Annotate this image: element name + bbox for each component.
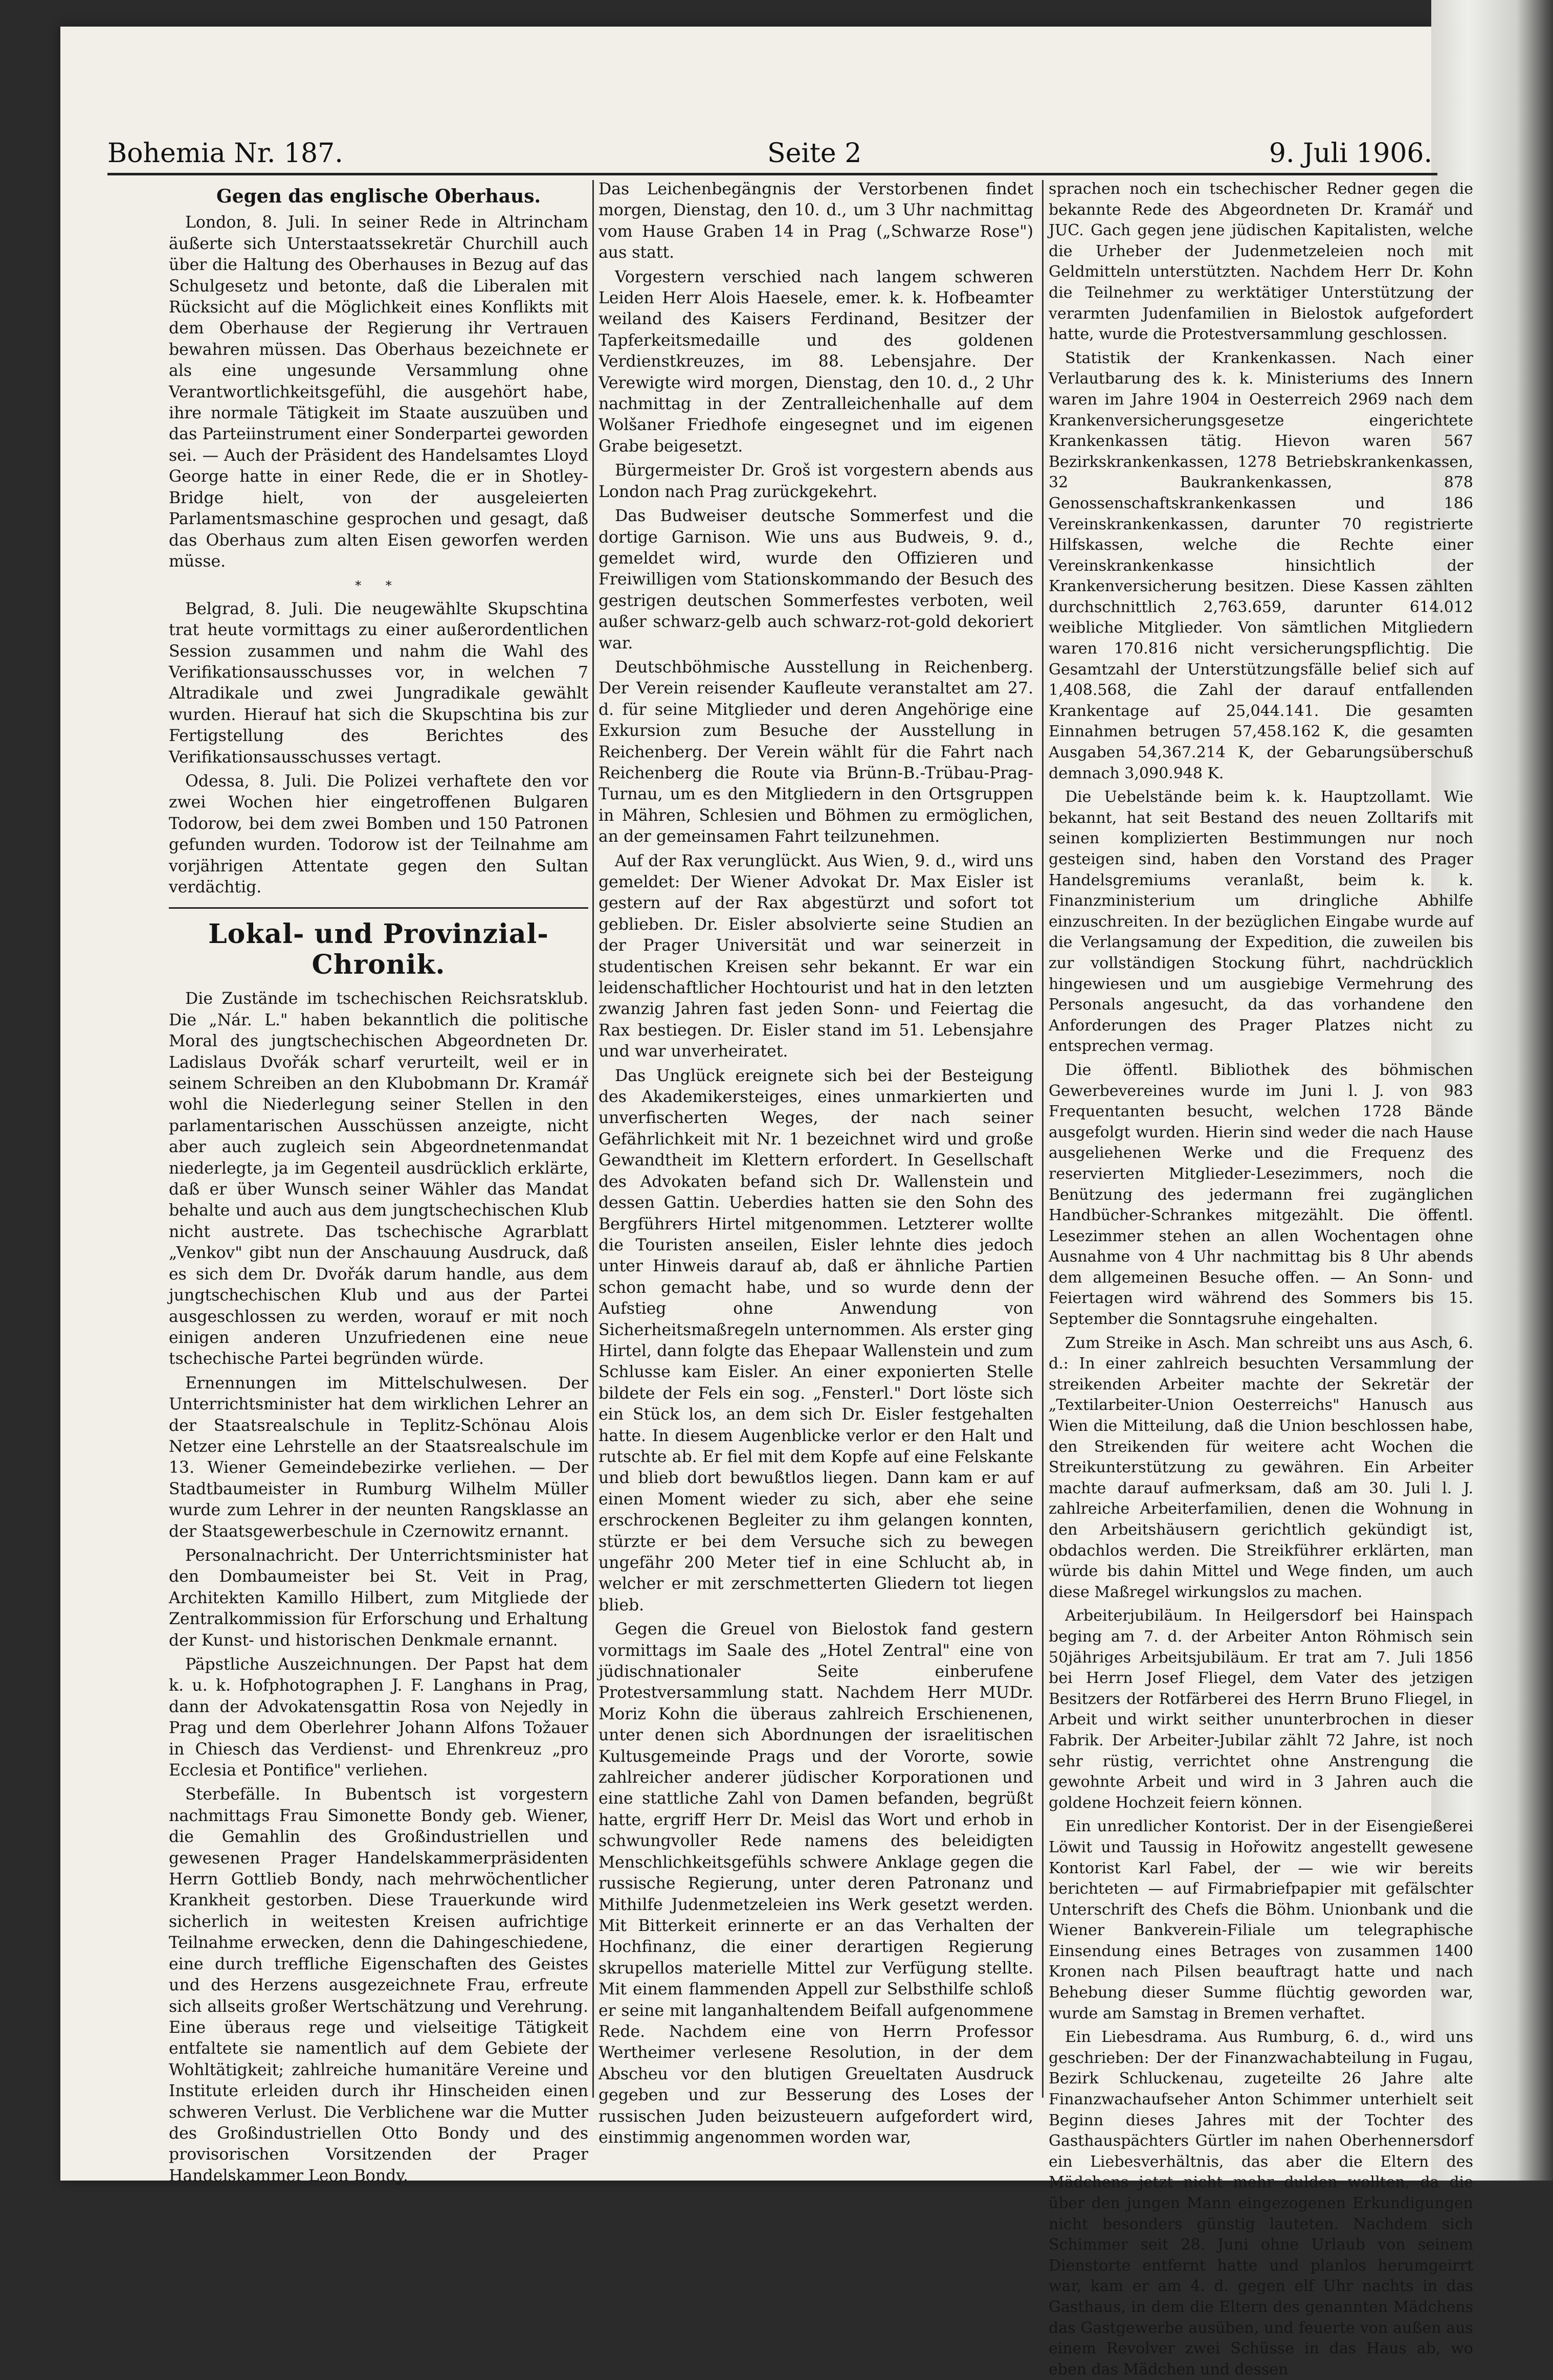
article-paragraph: Zum Streike in Asch. Man schreibt uns aus Asch, 6. d.: In einer zahlreich besuchten Versammlung der streikenden Arbeiter machte der Sekretär der „Textilarbeiter-Union Oesterreichs" Hanusch aus Wien die Mitteilung, daß die Union beschlossen habe, den Streikenden für weitere acht Wochen die Streikunterstützung zu gewähren. Ein Arbeiter machte darauf aufmerksam, daß am 30. Juli l. J. zahlreiche Arbeiterfamilien, denen die Wohnung in den Arbeitshäusern gerichtlich gekündigt ist, obdachlos werden. Die Streikführer erklärten, man würde bis dahin Mittel und Wege finden, um auch diese Maßregel wirkungslos zu machen. xyxy=(1049,1334,1473,1601)
article-paragraph: Odessa, 8. Juli. Die Polizei verhaftete den vor zwei Wochen hier eingetroffenen Bulgaren Todorow, bei dem zwei Bomben und 150 Patronen gefunden wurden. Todorow ist der Teilnahme am vorjährigen Attentate gegen den Sultan verdächtig. xyxy=(169,772,588,896)
article-paragraph: Gegen die Greuel von Bielostok fand gestern vormittags im Saale des „Hotel Zentral" eine von jüdischnationaler Seite einberufene Protestversammlung statt. Nachdem Herr MUDr. Moriz Kohn die überaus zahlreich Erschienenen, unter denen sich Abordnungen der israelitischen Kultusgemeinde Prags und der Vororte, sowie zahlreicher anderer jüdischer Korporationen und eine stattliche Zahl von Damen befanden, begrüßt hatte, ergriff Herr Dr. Meisl das Wort und erhob in schwungvoller Rede namens des beleidigten Menschlichkeitsgefühls schwere Anklage gegen die russische Regierung, unter deren Patronanz und Mithilfe Judenmetzeleien ins Werk gesetzt werden. Mit Bitterkeit erinnerte er an das Verhalten der Hochfinanz, die einer derartigen Regierung skrupellos materielle Mittel zur Verfügung stellte. Mit einem flammenden Appell zur Selbsthilfe schloß er seine mit langanhaltendem Beifall aufgenommene Rede. Nachdem eine von Herrn Professor Wertheimer verlesene Resolution, in der dem Abscheu vor den blutigen Greueltaten Ausdruck gegeben und zur Besserung des Loses der russischen Juden beizusteuern aufgefordert wird, einstimmig angenommen worden war, xyxy=(598,1620,1033,2147)
article-paragraph: sprachen noch ein tschechischer Redner gegen die bekannte Rede des Abgeordneten Dr. Kramář und JUC. Gach gegen jene jüdischen Kapitalisten, welche die Urheber der Judenmetzeleien noch mit Geldmitteln unterstützten. Nachdem Herr Dr. Kohn die Teilnehmer zu werktätiger Unterstützung der verarmten Judenfamilien in Bielostok aufgefordert hatte, wurde die Protestversammlung geschlossen. xyxy=(1049,180,1473,344)
section-heading: Lokal- und Provinzial-Chronik. xyxy=(208,918,549,981)
article-paragraph: Sterbefälle. In Bubentsch ist vorgestern nachmittags Frau Simonette Bondy geb. Wiener, die Gemahlin des Großindustriellen und gewesenen Prager Handelskammerpräsidenten Herrn Gottlieb Bondy, nach mehrwöchentlicher Krankheit gestorben. Diese Trauerkunde wird sicherlich in weitesten Kreisen aufrichtige Teilnahme erwecken, denn die Dahingeschiedene, eine durch treffliche Eigenschaften des Geistes und des Herzens ausgezeichnete Frau, erfreute sich allseits großer Wertschätzung und Verehrung. Eine überaus rege und vielseitige Tätigkeit entfaltete sie namentlich auf dem Gebiete der Wohltätigkeit; zahlreiche humanitäre Vereine und Institute erleiden durch ihr Hinscheiden einen schweren Verlust. Die Verblichene war die Mutter des Großindustriellen Otto Bondy und des provisorischen Vorsitzenden der Prager Handelskammer Leon Bondy. xyxy=(169,1785,588,2185)
article-paragraph: Ein Liebesdrama. Aus Rumburg, 6. d., wird uns geschrieben: Der der Finanzwachabteilung in Fugau, Bezirk Schluckenau, zugeteilte 26 Jahre alte Finanzwachaufseher Anton Schimmer unterhielt seit Beginn dieses Jahres mit der Tochter des Gasthauspächters Gürtler im nahen Oberhennersdorf ein Liebesverhältnis, das aber die Eltern des Mädchens jetzt nicht mehr dulden wollten, da die über den jungen Mann eingezogenen Erkundigungen nicht besonders günstig lauteten. Nachdem sich Schimmer seit 28. Juni ohne Urlaub von seinem Dienstorte entfernt hatte und planlos herumgeirrt war, kam er am 4. d. gegen elf Uhr nachts in das Gasthaus, in dem die Eltern des genannten Mädchens das Gastgewerbe ausüben, und feuerte von außen aus einem Revolver zwei Schüsse in das Haus ab, wo eben das Mädchen und dessen xyxy=(1049,2028,1473,2378)
article-paragraph: Das Leichenbegängnis der Verstorbenen findet morgen, Dienstag, den 10. d., um 3 Uhr nachmittag vom Hause Graben 14 in Prag („Schwarze Rose") aus statt. xyxy=(598,180,1033,262)
article-paragraph: Statistik der Krankenkassen. Nach einer Verlautbarung des k. k. Ministeriums des Innern waren im Jahre 1904 in Oesterreich 2969 nach dem Krankenversicherungsgesetze eingerichtete Krankenkassen tätig. Hievon waren 567 Bezirkskrankenkassen, 1278 Betriebskrankenkassen, 32 Baukrankenkassen, 878 Genossenschaftskrankenkassen und 186 Vereinskrankenkassen, darunter 70 registrierte Hilfskassen, welche die Rechte einer Vereinskrankenkasse hinsichtlich der Krankenversicherung besitzen. Diese Kassen zählten durchschnittlich 2,763.659, darunter 614.012 weibliche Mitglieder. Von sämtlichen Mitgliedern waren 170.816 nicht versicherungspflichtig. Die Gesamtzahl der Unterstützungsfälle belief sich auf 1,408.568, die Zahl der darauf entfallenden Krankentage auf 25,044.141. Die gesamten Einnahmen betrugen 57,458.162 K, die gesamten Ausgaben 54,367.214 K, der Gebarungsüberschuß demnach 3,090.948 K. xyxy=(1049,349,1473,782)
article-paragraph: Ein unredlicher Kontorist. Der in der Eisengießerei Löwit und Taussig in Hořowitz angestellt gewesene Kontorist Karl Fabel, der — wie wir bereits berichteten — auf Firmabriefpapier mit gefälschter Unterschrift des Chefs die Böhm. Unionbank und die Wiener Bankverein-Filiale um telegraphische Einsendung eines Betrages von zusammen 1400 Kronen nach Pilsen beauftragt hatte und nach Behebung dieser Summe flüchtig geworden war, wurde am Samstag in Bremen verhaftet. xyxy=(1049,1817,1473,2023)
column-1 xyxy=(169,179,588,2185)
article-paragraph: Päpstliche Auszeichnungen. Der Papst hat dem k. u. k. Hofphotographen J. F. Langhans in Prag, dann der Advokatensgattin Rosa von Nejedly in Prag und dem Oberlehrer Johann Alfons Tožauer in Chiesch das Verdienst- und Ehrenkreuz „pro Ecclesia et Pontifice" verliehen. xyxy=(169,1655,588,1780)
article-paragraph: Das Budweiser deutsche Sommerfest und die dortige Garnison. Wie uns aus Budweis, 9. d., gemeldet wird, wurde den Offizieren und Freiwilligen vom Stationskommando der Besuch des gestrigen deutschen Sommerfestes verboten, weil außer schwarz-gelb auch schwarz-rot-gold dekoriert war. xyxy=(598,507,1033,653)
article-paragraph: Die Uebelstände beim k. k. Hauptzollamt. Wie bekannt, hat seit Bestand des neuen Zolltarifs mit seinen komplizierten Bestimmungen nur noch gesteigen sind, haben den Vorstand des Prager Handelsgremiums veranlaßt, beim k. k. Finanzministerium um dringliche Abhilfe einzuschreiten. In der bezüglichen Eingabe wurde auf die Verlangsamung der Expedition, die zuweilen bis zur vollständigen Stockung führt, nachdrücklich hingewiesen und um ausgiebige Vermehrung des Personals angesucht, da das vorhandene den Anforderungen des Prager Platzes nicht zu entsprechen vermag. xyxy=(1049,788,1473,1056)
column-3 xyxy=(1049,179,1473,2378)
article-paragraph: Personalnachricht. Der Unterrichtsminister hat den Dombaumeister bei St. Veit in Prag, Architekten Kamillo Hilbert, zum Mitgliede der Zentralkommission für Erforschung und Erhaltung der Kunst- und historischen Denkmale ernannt. xyxy=(169,1546,588,1650)
article-paragraph: Die öffentl. Bibliothek des böhmischen Gewerbevereines wurde im Juni l. J. von 983 Frequentanten besucht, welchen 1728 Bände ausgefolgt wurden. Hierin sind weder die nach Hause ausgeliehenen Werke und die Frequenz des reservierten Mitglieder-Lesezimmers, noch die Benützung des jedermann frei zugänglichen Handbücher-Schrankes mitgezählt. Die öffentl. Lesezimmer stehen an allen Wochentagen ohne Ausnahme von 4 Uhr nachmittag bis 8 Uhr abends dem allgemeinen Besuche offen. — An Sonn- und Feiertagen wird während des Sommers bis 15. September die Sonntagsruhe eingehalten. xyxy=(1049,1061,1473,1329)
column-divider xyxy=(1042,180,1044,2098)
article-paragraph: Deutschböhmische Ausstellung in Reichenberg. Der Verein reisender Kaufleute veranstaltet am 27. d. für seine Mitglieder und deren Angehörige eine Exkursion zum Besuche der Ausstellung in Reichenberg. Der Verein wählt für die Fahrt nach Reichenberg die Route via Brünn-B.-Trübau-Prag-Turnau, um es den Mitgliedern in den Ortsgruppen in Mähren, Schlesien und Böhmen zu ermöglichen, an der gemeinsamen Fahrt teilzunehmen. xyxy=(598,658,1033,846)
article-paragraph: Das Unglück ereignete sich bei der Besteigung des Akademikersteiges, eines unmarkierten und unverfischerten Weges, der nach seiner Gefährlichkeit mit Nr. 1 bezeichnet wird und große Gewandtheit im Klettern erfordert. In Gesellschaft des Advokaten befand sich Dr. Wallenstein und dessen Gattin. Ueberdies hatten sie den Sohn des Bergführers Hirtel mitgenommen. Letzterer wollte die Touristen anseilen, Eisler lehnte dies jedoch unter Hinweis darauf ab, daß er ähnliche Partien schon gemacht habe, und so wurde denn der Aufstieg ohne Anwendung von Sicherheitsmaßregeln unternommen. Als erster ging Hirtel, dann folgte das Ehepaar Wallenstein und zum Schlusse kam Eisler. An einer exponierten Stelle bildete der Fels ein sog. „Fensterl." Dort löste sich ein Stück los, an dem sich Dr. Eisler festgehalten hatte. In diesem Augenblicke verlor er den Halt und rutschte ab. Er fiel mit dem Kopfe auf eine Felskante und blieb dort bewußtlos liegen. Dann kam er auf einen Moment wieder zu sich, aber ehe seine erschrockenen Begleiter zu ihm gelangen konnten, stürzte er bei dem Versuche sich zu bewegen ungefähr 200 Meter tief in eine Schlucht ab, in welcher er mit zerschmetterten Gliedern tot liegen blieb. xyxy=(598,1066,1033,1614)
header-rule xyxy=(107,173,1437,175)
article-paragraph: Ernennungen im Mittelschulwesen. Der Unterrichtsminister hat dem wirklichen Lehrer an der Staatsrealschule in Teplitz-Schönau Alois Netzer eine Lehrstelle an der Staatsrealschule im 13. Wiener Gemeindebezirke verliehen. — Der Stadtbaumeister in Rumburg Wilhelm Müller wurde zum Lehrer in der neunten Rangsklasse an der Staatsgewerbeschule in Czernowitz ernannt. xyxy=(169,1374,588,1541)
article-paragraph: Belgrad, 8. Juli. Die neugewählte Skupschtina trat heute vormittags zu einer außerordentlichen Session zusammen und nahm die Wahl des Verifikationsausschusses vor, in welchen 7 Altradikale und zwei Jungradikale gewählt wurden. Hierauf hat sich die Skupschtina bis zur Fertigstellung des Berichtes des Verifikationsausschusses vertagt. xyxy=(169,599,588,767)
article-paragraph: Die Zustände im tschechischen Reichsratsklub. Die „Nár. L." haben bekanntlich die politische Moral des jungtschechischen Abgeordneten Dr. Ladislaus Dvořák scharf verurteilt, weil er in seinem Schreiben an den Klubobmann Dr. Kramář wohl die Niederlegung seiner Stellen in den parlamentarischen Ausschüssen anzeigte, nicht aber auch zugleich sein Abgeordnetenmandat niederlegte, ja im Gegenteil ausdrücklich erklärte, daß er über Wunsch seiner Wähler das Mandat behalte und auch aus dem jungtschechischen Klub nicht austrete. Das tschechische Agrarblatt „Venkov" gibt nun der Anschauung Ausdruck, daß es sich dem Dr. Dvořák darum handle, aus dem jungtschechischen Klub und aus der Partei ausgeschlossen zu werden, worauf er mit noch einigen anderen Unzufriedenen eine neue tschechische Partei begründen würde. xyxy=(169,990,588,1368)
article-paragraph: Vorgestern verschied nach langem schweren Leiden Herr Alois Haesele, emer. k. k. Hofbeamter weiland des Kaisers Ferdinand, Besitzer der Tapferkeitsmedaille und des goldenen Verdienstkreuzes, im 88. Lebensjahre. Der Verewigte wird morgen, Dienstag, den 10. d., 2 Uhr nachmittag in der Zentralleichenhalle auf dem Wolšaner Friedhofe eingesegnet und im eigenen Grabe beigesetzt. xyxy=(598,267,1033,456)
article-heading: Gegen das englische Oberhaus. xyxy=(216,186,541,207)
section-rule xyxy=(169,907,588,909)
issue-date: 9. Juli 1906. xyxy=(1269,138,1432,169)
column-2 xyxy=(598,179,1033,2147)
article-paragraph: London, 8. Juli. In seiner Rede in Altrincham äußerte sich Unterstaatssekretär Churchill auch über die Haltung des Oberhauses in Bezug auf das Schulgesetz und betonte, daß die Liberalen mit Rücksicht auf die Möglichkeit eines Konflikts mit dem Oberhause der Regierung ihr Vertrauen bewahren müssen. Das Oberhaus bezeichnete er als eine ungesunde Versammlung ohne Verantwortlichkeitsgefühl, die ausgehört habe, ihre normale Tätigkeit im Staate auszuüben und das Parteiinstrument einer Sonderpartei geworden sei. — Auch der Präsident des Handelsamtes Lloyd George hatte in einer Rede, die er in Shotley-Bridge hielt, von der ausgeleierten Parlamentsmaschine gesprochen und gesagt, daß das Oberhaus zum alten Eisen geworfen werden müsse. xyxy=(169,213,588,571)
article-paragraph: Bürgermeister Dr. Groš ist vorgestern abends aus London nach Prag zurückgekehrt. xyxy=(598,461,1033,501)
page-number: Seite 2 xyxy=(767,138,862,169)
page-header xyxy=(107,118,1437,174)
paper-issue: Bohemia Nr. 187. xyxy=(107,138,343,169)
article-paragraph: Auf der Rax verunglückt. Aus Wien, 9. d., wird uns gemeldet: Der Wiener Advokat Dr. Max Eisler ist gestern auf der Rax abgestürzt und sofort tot geblieben. Dr. Eisler absolvierte seine Studien an der Prager Universität und war seinerzeit in studentischen Kreisen sehr bekannt. Er war ein leidenschaftlicher Hochtourist und hat in den letzten zwanzig Jahren fast jeden Sonn- und Feiertag die Rax bestiegen. Dr. Eisler stand im 51. Lebensjahre und war unverheiratet. xyxy=(598,851,1033,1061)
column-divider xyxy=(592,180,594,2098)
separator: * * xyxy=(355,578,402,593)
article-paragraph: Arbeiterjubiläum. In Heilgersdorf bei Hainspach beging am 7. d. der Arbeiter Anton Röhmisch sein 50jähriges Arbeitsjubiläum. Er trat am 7. Juli 1856 bei Herrn Josef Fliegel, dem Vater des jetzigen Besitzers der Rotfärberei des Herrn Bruno Fliegel, in Arbeit und wirkt seither ununterbrochen in dieser Fabrik. Der Arbeiter-Jubilar zählt 72 Jahre, ist noch sehr rüstig, verrichtet ohne Anstrengung die gewohnte Arbeit und wird in 3 Jahren auch die goldene Hochzeit feiern können. xyxy=(1049,1607,1473,1812)
